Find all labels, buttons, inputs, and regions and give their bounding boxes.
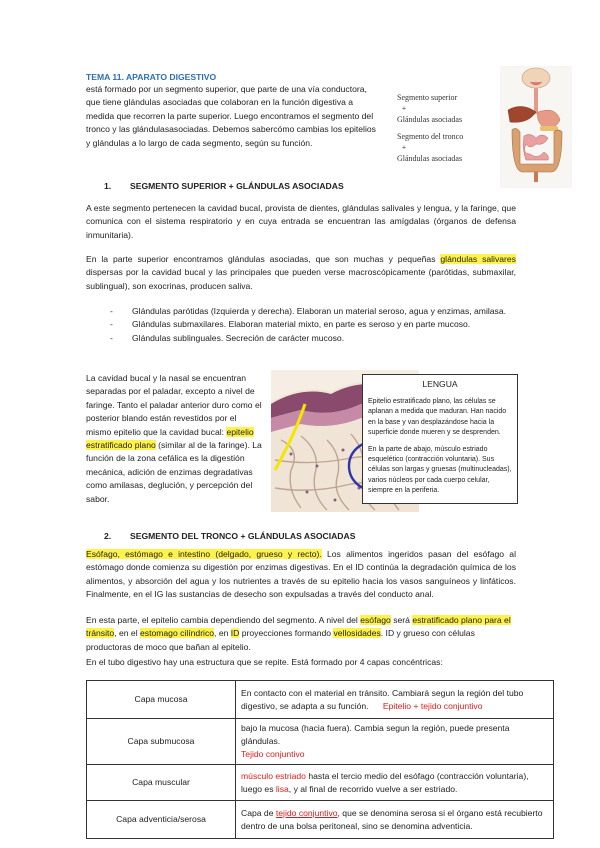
list-item: - Glándulas parótidas (Izquierda y derecha). Elaboran un material seroso, agua y enzimas, amilasa. [110,305,510,318]
paragraph: A este segmento pertenecen la cavidad bucal, provista de dientes, glándulas salivales y lengua, y la faringe, que comunica con el sistema respiratorio y en cuya entrada se encuentran las amígdalas (órganos de defensa inmunitaria). [86,203,516,240]
diagram-label: Segmento del tronco [397,132,464,141]
intro-line: tronco y las glándulasasociadas. Debemos sabercómo cambias los epitelios [86,124,376,135]
page-title: TEMA 11. APARATO DIGESTIVO [86,72,217,82]
layer-description: músculo estriado hasta el tercio medio del esófago (contracción voluntaria), luego es lisa, y al final de recorrido vuelve a ser estriado. [236,765,554,801]
intro-line: que tiene glándulas asociadas que colaboran en la función digestiva a [86,97,354,108]
highlight: Esófago, estómago e intestino (delgado, grueso y recto). [86,549,322,559]
paragraph: En el tubo digestivo hay una estructura que se repite. Está formado por 4 capas concéntricas: [86,657,443,667]
box-title: LENGUA [422,379,458,389]
layer-description: En contacto con el material en tránsito. Cambiará segun la región del tubo digestivo, se adapta a su función. Epitelio + tejido conjuntivo [236,681,554,719]
section-heading: 2. SEGMENTO DEL TRONCO + GLÁNDULAS ASOCIADAS [104,531,356,541]
digestive-system-illustration [500,66,572,188]
paragraph: La cavidad bucal y la nasal se encuentran separadas por el paladar, excepto a nivel de faringe. Tanto el paladar anterior duro como el posterior blando están revestidos por el mismo epitelio que la cavidad bucal: epitelio estratificado plano (similar al de la faringe). La función de la zona cefálica es la digestión mecánica, adición de enzimas degradativas como amilasas, deglución, y percepción del sabor. [86,373,262,504]
layers-table [86,680,554,839]
box-paragraph: Epitelio estratificado plano, las células se aplanan a medida que maduran. Han nacido en la base y van desplazándose hacia la superficie donde mueren y se desprenden. [368,398,507,437]
diagram-plus: + [401,143,407,152]
list-item: - Glándulas submaxilares. Elaboran material mixto, en parte es seroso y en parte mucoso. [110,318,510,331]
highlight: epitelio estratificado plano [86,426,254,451]
layer-description: Capa de tejido conjuntivo, que se denomina serosa si el órgano está recubierto dentro de una bolsa peritoneal, sino se denomina adventicia. [236,801,554,839]
table-row [87,765,554,801]
box-paragraph: En la parte de abajo, músculo estriado esquelético (contracción voluntaria). Sus células son largas y gruesas (multinucleadas), varios núcleos por cada cuerpo celular, siempre en la periferia. [368,445,512,495]
layer-name: Capa submucosa [87,719,236,765]
layer-name: Capa adventicia/serosa [87,801,236,839]
layer-name: Capa muscular [87,765,236,801]
diagram-label: Glándulas asociadas [397,154,463,163]
intro-line: está formado por un segmento superior, que parte de una vía conductora, [86,84,367,94]
diagram-label: Segmento superior [397,93,458,102]
layer-name: Capa mucosa [87,681,236,719]
table-row [87,681,554,719]
list-item: - Glándulas sublinguales. Secreción de carácter mucoso. [110,332,510,345]
section-heading: 1. SEGMENTO SUPERIOR + GLÁNDULAS ASOCIADAS [104,181,344,191]
intro-line: y glándulas a lo largo de cada segmento, según su función. [86,137,313,148]
paragraph: En la parte superior encontramos glándulas asociadas, que son muchas y pequeñas glándulas salivares dispersas por la cavidad bucal y las principales que pueden verse macroscópicamente (parótidas, submaxilar, sublingual), son exocrinas, producen saliva. [86,254,516,291]
table-row [87,719,554,765]
paragraph: Esófago, estómago e intestino (delgado, grueso y recto). Los alimentos ingeridos pasan del esófago al estómago donde comienza su digestión por enzimas digestivas. En el ID continúa la degradación química de los alimentos, y absorción del agua y los nutrientes a través de su epitelio hacia los vasos sanguíneos y linfáticos. Finalmente, en el IG las sustancias de desecho son expulsadas a través del conducto anal. [86,549,516,600]
gland-list [110,305,510,345]
highlight: glándulas salivares [440,254,516,264]
table-row [87,801,554,839]
paragraph: En esta parte, el epitelio cambia dependiendo del segmento. A nivel del esófago será estratificado plano para el tránsito, en el estomago cilíndrico, en ID proyecciones formando vellosidades. ID y grueso con células productoras de moco que bañan al epitelio. [86,615,511,652]
tongue-info-box [362,374,518,504]
intro-line: medida que recorren la parte superior. Luego encontramos el segmento del [86,110,374,121]
layer-description: bajo la mucosa (hacia fuera). Cambia segun la región, puede presenta glándulas. Tejido conjuntivo [236,719,554,765]
digestive-diagram-labels [397,92,497,164]
diagram-plus: + [401,104,407,113]
diagram-label: Glándulas asociadas [397,115,463,124]
intro-block [86,72,394,150]
